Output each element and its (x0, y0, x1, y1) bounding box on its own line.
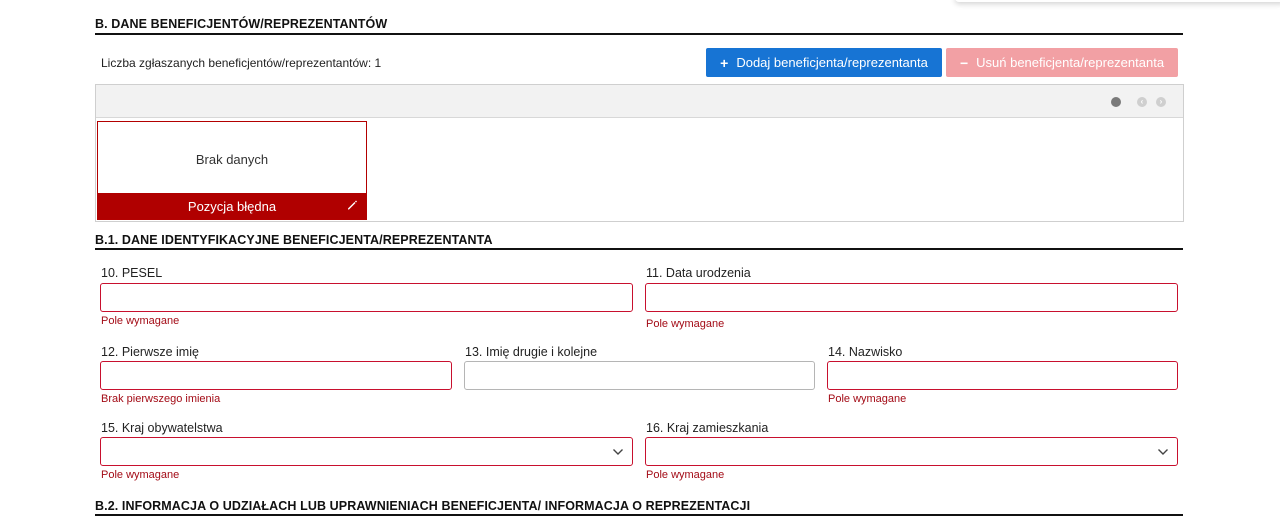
birth-date-input[interactable] (645, 283, 1178, 312)
surname-label: 14. Nazwisko (828, 345, 903, 359)
section-b2-divider (95, 514, 1183, 516)
citizenship-label: 15. Kraj obywatelstwa (101, 421, 223, 435)
chevron-right-icon[interactable]: › (1156, 97, 1166, 107)
citizenship-error: Pole wymagane (101, 469, 180, 481)
chevron-down-icon (1157, 448, 1169, 456)
pesel-input[interactable] (100, 283, 633, 312)
carousel-toolbar (96, 85, 1183, 118)
add-beneficiary-label: Dodaj beneficjenta/reprezentanta (736, 55, 928, 70)
birth-date-error: Pole wymagane (646, 318, 725, 330)
first-name-input[interactable] (100, 361, 452, 390)
minus-icon: − (959, 54, 969, 71)
add-beneficiary-button[interactable] (706, 48, 942, 77)
first-name-error: Brak pierwszego imienia (101, 393, 221, 405)
floating-panel-edge (955, 0, 1280, 2)
section-b-divider (95, 33, 1183, 35)
birth-date-label: 11. Data urodzenia (646, 266, 751, 280)
card-status-bar[interactable] (98, 193, 366, 219)
section-b-title: B. DANE BENEFICJENTÓW/REPREZENTANTÓW (95, 17, 388, 31)
citizenship-select[interactable] (100, 437, 633, 466)
residence-error: Pole wymagane (646, 469, 725, 481)
pesel-error: Pole wymagane (101, 315, 180, 327)
plus-icon: + (720, 54, 729, 71)
card-empty-text: Brak danych (195, 152, 269, 167)
pencil-icon[interactable] (346, 199, 358, 211)
middle-names-input[interactable] (464, 361, 815, 390)
residence-label: 16. Kraj zamieszkania (646, 421, 769, 435)
remove-beneficiary-label: Usuń beneficjenta/reprezentanta (976, 55, 1165, 70)
first-name-label: 12. Pierwsze imię (101, 345, 199, 359)
section-b1-title: B.1. DANE IDENTYFIKACYJNE BENEFICJENTA/REPREZENTANTA (95, 233, 493, 247)
beneficiary-card[interactable] (97, 121, 367, 220)
middle-names-label: 13. Imię drugie i kolejne (465, 345, 598, 359)
chevron-left-icon[interactable]: ‹ (1137, 97, 1147, 107)
chevron-down-icon (612, 448, 624, 456)
carousel-page-dot[interactable] (1111, 97, 1121, 107)
surname-input[interactable] (827, 361, 1178, 390)
section-b1-divider (95, 248, 1183, 250)
pesel-label: 10. PESEL (101, 266, 163, 280)
residence-select[interactable] (645, 437, 1178, 466)
beneficiary-carousel (95, 84, 1184, 222)
beneficiary-count-label: Liczba zgłaszanych beneficjentów/reprezentantów: 1 (101, 56, 382, 70)
surname-error: Pole wymagane (828, 393, 907, 405)
remove-beneficiary-button[interactable] (946, 48, 1178, 77)
section-b2-title: B.2. INFORMACJA O UDZIAŁACH LUB UPRAWNIENIACH BENEFICJENTA/ INFORMACJA O REPREZENTACJI (95, 499, 751, 513)
card-status-label: Pozycja błędna (187, 198, 277, 214)
